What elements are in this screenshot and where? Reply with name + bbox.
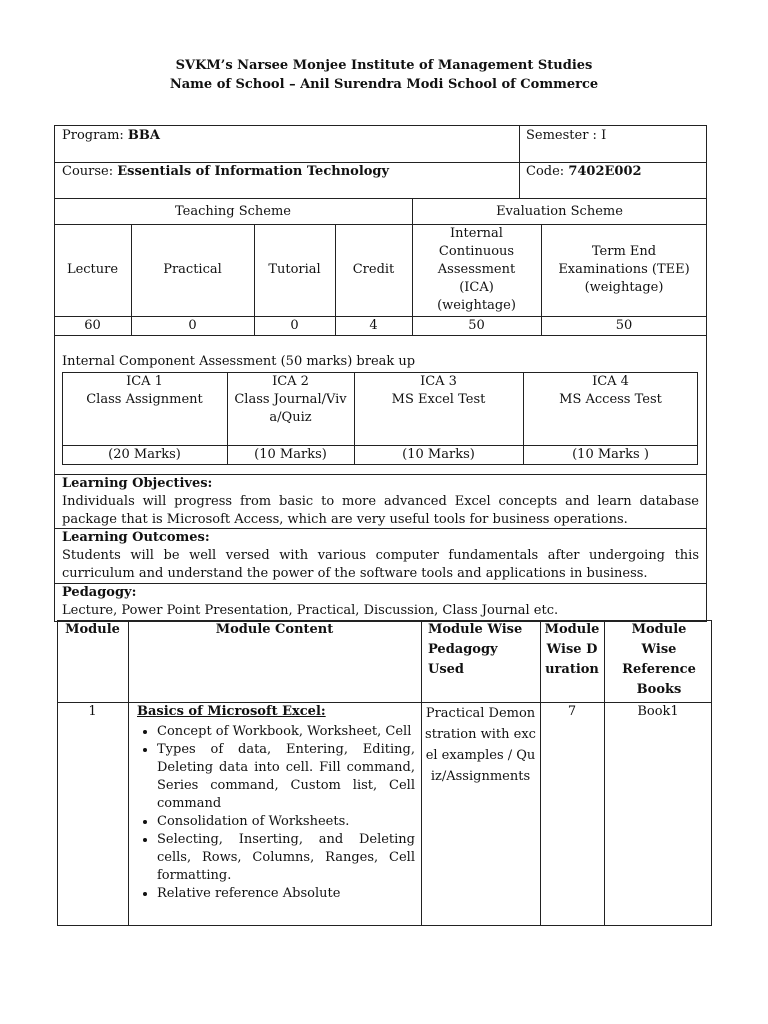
module-content-col-header: Module Content [215,622,334,637]
credit-value: 4 [369,318,378,333]
ica-4-marks: (10 Marks ) [572,447,649,462]
pedagogy-col-header: Module Wise Pedagogy Used [428,622,523,677]
school-name: Name of School – Anil Surendra Modi School of Commerce [169,77,599,92]
ica-3-desc: MS Excel Test [391,392,486,407]
learning-objectives-text: Individuals will progress from basic to more advanced Excel concepts and learn database package that is Microsoft Access, which are very useful tools for business operations. [62,494,699,527]
ica-1-name: ICA 1 [126,374,163,389]
ica-1-cell [62,373,227,409]
learning-outcomes-title: Learning Outcomes: [62,530,210,545]
ica-2-marks: (10 Marks) [254,447,327,462]
module-1-point: • Selecting, Inserting, and Deleting cells, Rows, Columns, Ranges, Cell formatting. [157,831,415,885]
evaluation-scheme-header: Evaluation Scheme [496,204,623,219]
lecture-value: 60 [84,318,101,333]
module-col-header: Module [65,622,120,637]
course-value: Essentials of Information Technology [117,164,390,179]
practical-value: 0 [188,318,197,333]
semester-label: Semester : I [526,128,607,143]
duration-col-header: Module Wise Duration [544,622,600,677]
ica-1-desc: Class Assignment [86,392,203,407]
pedagogy-section [62,584,699,620]
pedagogy-text: Lecture, Power Point Presentation, Practical, Discussion, Class Journal etc. [62,603,559,618]
module-1-content [137,703,415,903]
lecture-header: Lecture [66,262,119,277]
code-label: Code: [526,164,569,179]
tee-value: 50 [615,318,633,333]
ica-value: 50 [468,318,485,333]
program-value: BBA [127,128,160,143]
ica-3-cell [354,373,523,409]
module-1-pedagogy: Practical Demonstration with excel examples / Quiz/Assignments [425,706,536,784]
module-1-number: 1 [88,704,97,719]
books-col-header: Module Wise Reference Books [622,622,696,697]
ica-2-name: ICA 2 [272,374,309,389]
ica-4-name: ICA 4 [592,374,629,389]
ica-4-desc: MS Access Test [559,392,662,407]
module-1-point: • Types of data, Entering, Editing, Deleting data into cell. Fill command, Series command, Custom list, Cell command [157,741,415,813]
module-1-point: • Consolidation of Worksheets. [157,813,415,831]
tutorial-header: Tutorial [268,262,321,277]
module-1-point: • Relative reference Absolute [157,885,415,903]
practical-header: Practical [163,262,222,277]
module-1-point: • Concept of Workbook, Worksheet, Cell [157,723,415,741]
code-value: 7402E002 [568,164,642,179]
tutorial-value: 0 [290,318,299,333]
course-row [62,164,389,179]
module-1-title: Basics of Microsoft Excel: [137,704,326,719]
ica-2-desc: Class Journal/Viva/Quiz [234,392,347,425]
ica-4-cell [523,373,698,409]
pedagogy-title: Pedagogy: [62,585,137,600]
program-label: Program: [62,128,128,143]
learning-outcomes-text: Students will be well versed with various computer fundamentals after undergoing this curriculum and understand the power of the software tools and applications in business. [62,548,699,581]
learning-objectives-section [62,475,699,529]
ica-3-marks: (10 Marks) [402,447,475,462]
code-row [526,164,642,179]
ica-header: Internal Continuous Assessment (ICA) (weightage) [437,226,516,313]
ica-2-cell [234,373,347,427]
ica-1-marks: (20 Marks) [108,447,181,462]
program-row [62,128,160,143]
tee-header: Term End Examinations (TEE) (weightage) [558,244,690,295]
course-label: Course: [62,164,118,179]
ica-breakup-title: Internal Component Assessment (50 marks) break up [62,354,416,369]
module-1-duration: 7 [567,704,577,719]
ica-3-name: ICA 3 [420,374,457,389]
learning-outcomes-section [62,529,699,583]
teaching-scheme-header: Teaching Scheme [174,204,292,219]
module-1-books: Book1 [637,704,679,719]
institute-title: SVKM’s Narsee Monjee Institute of Management Studies [175,58,593,73]
learning-objectives-title: Learning Objectives: [62,476,213,491]
module-1-points [137,723,415,903]
credit-header: Credit [352,262,395,277]
